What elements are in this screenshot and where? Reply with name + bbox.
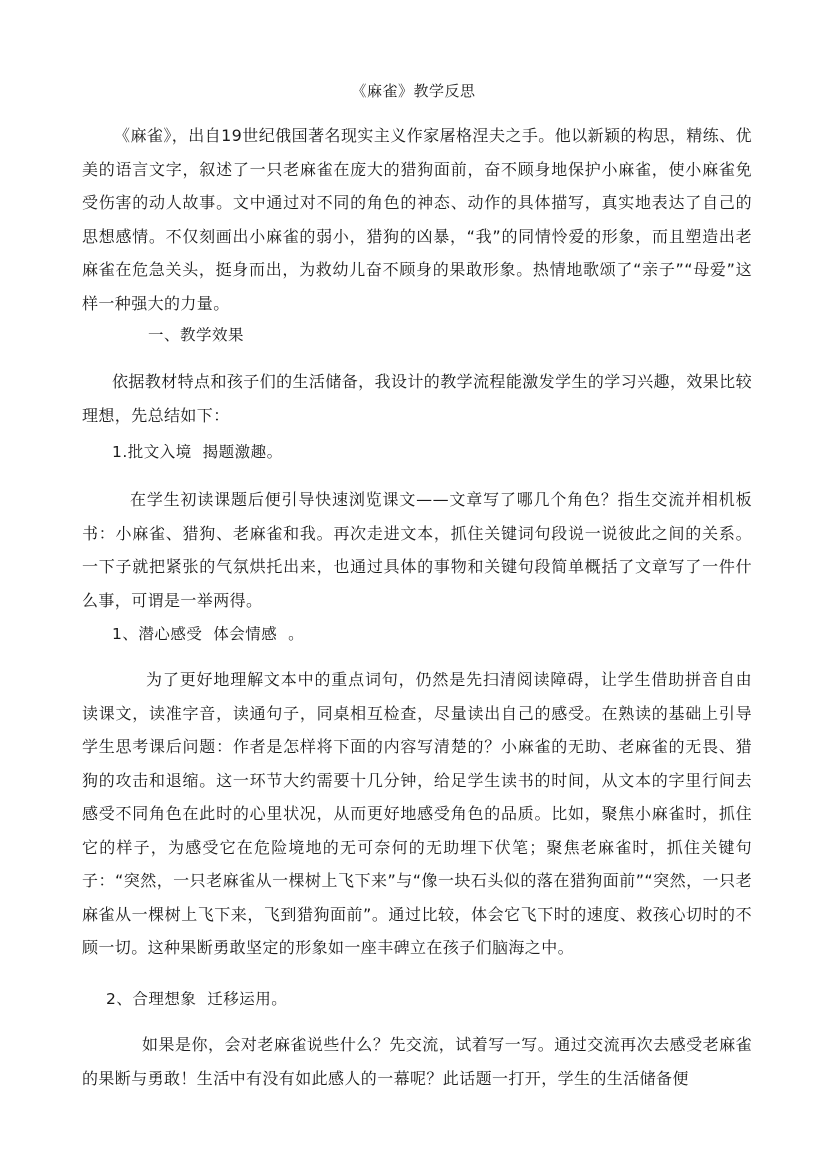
- point1-paragraph: 在学生初读课题后便引导快速浏览课文——文章写了哪几个角色？指生交流并相机板书：小麻雀、猎狗、老麻雀和我。再次走进文本，抓住关键词句段说一说彼此之间的关系。一下子就把紧张的气氛烘托出来，也通过具体的事物和关键句段简单概括了文章写了一件什么事，可谓是一举两得。: [82, 490, 752, 610]
- intro-paragraph: 《麻雀》，出自19世纪俄国著名现实主义作家屠格涅夫之手。他以新颖的构思，精练、优美的语言文字，叙述了一只老麻雀在庞大的猎狗面前，奋不顾身地保护小麻雀，使小麻雀免受伤害的动人故事。文中通过对不同的角色的神态、动作的具体描写，真实地表达了自己的思想感情。不仅刻画出小麻雀的弱小，猎狗的凶暴，“我”的同情怜爱的形象，而且塑造出老麻雀在危急关头，挺身而出，为救幼儿奋不顾身的果敢形象。热情地歌颂了“亲子”“母爱”这样一种强大的力量。: [82, 126, 752, 313]
- point1-heading: 1.批文入境 揭题激趣。: [112, 443, 283, 461]
- point3-paragraph: 如果是你，会对老麻雀说些什么？先交流，试着写一写。通过交流再次去感受老麻雀的果断与勇敢！生活中有没有如此感人的一幕呢？此话题一打开，学生的生活储备便: [82, 1035, 752, 1088]
- point2-heading: 1、潜心感受 体会情感 。: [112, 625, 305, 643]
- section-heading-teaching-effect: 一、教学效果: [148, 326, 245, 344]
- point3-heading: 2、合理想象 迁移运用。: [106, 990, 288, 1008]
- section1-paragraph: 依据教材特点和孩子们的生活储备，我设计的教学流程能激发学生的学习兴趣，效果比较理想，先总结如下：: [82, 372, 752, 425]
- point2-paragraph: 为了更好地理解文本中的重点词句，仍然是先扫清阅读障碍，让学生借助拼音自由读课文，读准字音，读通句子，同桌相互检查，尽量读出自己的感受。在熟读的基础上引导学生思考课后问题：作者是怎样将下面的内容写清楚的？小麻雀的无助、老麻雀的无畏、猎狗的攻击和退缩。这一环节大约需要十几分钟，给足学生读书的时间，从文本的字里行间去感受不同角色在此时的心里状况，从而更好地感受角色的品质。比如，聚焦小麻雀时，抓住它的样子，为感受它在危险境地的无可奈何的无助埋下伏笔；聚焦老麻雀时，抓住关键句子：“突然，一只老麻雀从一棵树上飞下来”与“像一块石头似的落在猎狗面前”“突然，一只老麻雀从一棵树上飞下来，飞到猎狗面前”。通过比较，体会它飞下时的速度、救孩心切时的不顾一切。这种果断勇敢坚定的形象如一座丰碑立在孩子们脑海之中。: [82, 670, 752, 957]
- document-title: 《麻雀》教学反思: [351, 82, 476, 100]
